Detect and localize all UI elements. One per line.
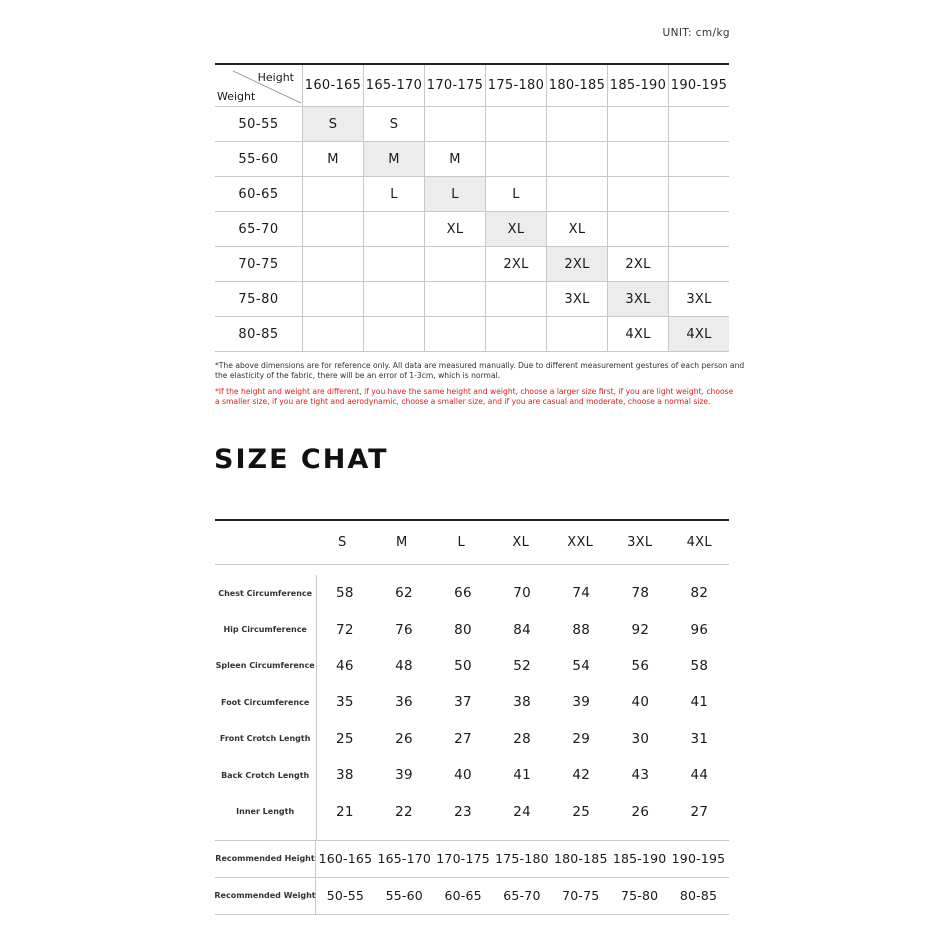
measurement-value: 22 [395,803,413,820]
weight-row-label: 70-75 [238,256,279,272]
measurement-value: 58 [335,585,354,602]
recommended-value: 55-60 [385,888,423,904]
measurement-value: 70 [513,585,532,602]
size-cell [363,247,424,281]
recommended-value: 75-80 [620,888,659,904]
measurement-row [215,611,729,647]
measurement-row [215,684,729,720]
recommended-value: 180-185 [553,851,608,867]
unit-label: UNIT: cm/kg [662,27,730,39]
size-column-header: L [457,535,466,550]
measurement-label: Spleen Circumference [215,661,315,671]
measurement-value: 27 [454,730,472,747]
height-column-header: 180-185 [546,65,607,106]
recommended-value: 65-70 [503,888,541,904]
size-cell [363,317,424,351]
size-cell: L [485,177,546,211]
size-cell [485,107,546,141]
size-cell: M [424,142,485,176]
size-header-row [215,521,729,565]
size-cell [424,282,485,316]
measurement-value: 58 [690,657,709,674]
reference-note: *The above dimensions are for reference only. All data are measured manually. Due to different measurement gestures of each person and the elasticity of the fabric, there will be an error of 1-3cm, which is normal. [215,361,745,380]
recommended-value: 70-75 [562,888,600,904]
measurement-value: 84 [513,621,532,638]
table-row [215,247,729,282]
measurement-value: 54 [572,657,591,674]
measurement-table [215,519,729,915]
weight-row-label: 50-55 [238,116,279,132]
measurement-label: Chest Circumference [218,588,313,598]
size-cell: 2XL [485,247,546,281]
measurement-value: 37 [454,694,472,711]
recommended-value: 60-65 [444,888,482,904]
size-cell [607,177,668,211]
weight-row-label: 65-70 [238,221,279,237]
measurement-value: 92 [631,621,650,638]
size-cell: 3XL [546,282,607,316]
size-cell [424,107,485,141]
size-table-body [215,107,729,352]
height-column-header: 190-195 [668,65,729,106]
size-column-header: S [337,535,347,550]
size-cell [424,317,485,351]
size-headers [313,521,730,564]
size-cell [668,177,729,211]
recommended-value: 170-175 [436,851,490,867]
size-cell [302,177,363,211]
recommended-value: 190-195 [671,851,726,867]
size-column-header: 3XL [627,535,653,550]
measurement-row [215,648,729,684]
table-row [215,142,729,177]
measurement-value: 96 [690,621,709,638]
measurement-row [215,575,729,611]
weight-axis-label: Weight [217,90,256,103]
recommended-label: Recommended Height [215,841,316,877]
measurement-value: 78 [631,585,650,602]
measurement-value: 25 [572,803,591,820]
size-cell: 2XL [607,247,668,281]
measurement-label: Hip Circumference [223,625,307,635]
recommended-label: Recommended Weight [215,878,316,914]
table-row [215,317,729,352]
size-column-header: 4XL [686,535,712,550]
recommended-value: 160-165 [318,851,373,867]
header-empty-cell [215,521,313,564]
measurement-value: 43 [631,767,650,784]
measurement-value: 39 [572,694,591,711]
recommended-row [215,841,729,878]
measurement-row [215,721,729,757]
measurement-value: 41 [513,767,532,784]
measurement-row [215,793,729,829]
size-cell [485,142,546,176]
size-cell [668,107,729,141]
section-title: SIZE CHAT [214,444,389,475]
measurement-value: 29 [572,730,591,747]
measurement-value: 40 [454,767,472,784]
size-cell [546,107,607,141]
weight-row-label: 55-60 [238,151,279,167]
height-column-header: 160-165 [302,65,363,106]
measurement-value: 62 [395,585,413,602]
size-cell [485,317,546,351]
measurement-value: 52 [513,657,532,674]
size-column-header: M [395,535,408,550]
size-cell [668,247,729,281]
size-cell [363,282,424,316]
table-header-row [215,65,729,107]
size-cell: XL [546,212,607,246]
measurement-value: 30 [631,730,650,747]
height-weight-size-table [215,63,729,352]
height-column-header: 170-175 [424,65,485,106]
measurement-value: 46 [335,657,354,674]
size-cell: 4XL [607,317,668,351]
size-cell: L [424,177,485,211]
size-cell: L [363,177,424,211]
size-cell [546,317,607,351]
size-cell: XL [424,212,485,246]
measurement-value: 80 [454,621,472,638]
recommended-value: 50-55 [326,888,365,904]
measurement-rows [215,575,729,841]
measurement-value: 26 [395,730,413,747]
size-cell: S [363,107,424,141]
measurement-value: 39 [395,767,413,784]
size-cell: M [302,142,363,176]
size-cell [668,212,729,246]
measurement-value: 56 [631,657,650,674]
measurement-label: Inner Length [236,807,295,817]
measurement-value: 26 [631,803,650,820]
size-cell: 4XL [668,317,729,351]
measurement-value: 42 [572,767,591,784]
measurement-row [215,757,729,793]
measurement-value: 23 [454,803,472,820]
recommended-rows [215,841,729,915]
height-axis-label: Height [257,71,294,84]
size-cell [485,282,546,316]
label-divider [316,575,317,840]
table-row [215,177,729,212]
measurement-value: 36 [395,694,413,711]
recommended-row [215,878,729,915]
weight-row-label: 60-65 [238,186,279,202]
measurement-value: 50 [454,657,472,674]
size-column-header: XL [512,535,530,550]
measurement-value: 74 [572,585,591,602]
measurement-value: 40 [631,694,650,711]
size-advice-note: *If the height and weight are different, if you have the same height and weight, choose a larger size first, if you are light weight, choose a smaller size, if you are tight and aerodynamic, choose a smaller size, and if you are casual and moderate, choose a normal size. [215,387,734,406]
size-cell: 3XL [607,282,668,316]
height-column-header: 165-170 [363,65,424,106]
recommended-value: 185-190 [612,851,667,867]
weight-row-label: 75-80 [238,291,279,307]
size-cell [546,142,607,176]
size-cell [302,282,363,316]
size-cell [607,107,668,141]
size-cell [607,142,668,176]
recommended-value: 175-180 [495,851,549,867]
measurement-label: Foot Circumference [221,697,310,707]
measurement-value: 21 [335,803,354,820]
size-cell: S [302,107,363,141]
measurement-value: 76 [395,621,413,638]
height-column-header: 175-180 [485,65,546,106]
table-row [215,212,729,247]
size-cell [668,142,729,176]
measurement-value: 82 [690,585,709,602]
measurement-value: 35 [335,694,354,711]
recommended-value: 80-85 [679,888,718,904]
measurement-value: 72 [335,621,354,638]
weight-row-label: 80-85 [238,326,279,342]
measurement-value: 41 [690,694,709,711]
size-cell: XL [485,212,546,246]
table-row [215,107,729,142]
size-cell [302,247,363,281]
measurement-value: 38 [335,767,354,784]
corner-header [215,65,302,106]
measurement-value: 48 [395,657,413,674]
size-cell [302,212,363,246]
measurement-value: 38 [513,694,532,711]
measurement-value: 31 [690,730,709,747]
size-column-header: XXL [567,535,594,550]
measurement-label: Back Crotch Length [221,770,310,780]
measurement-value: 25 [335,730,354,747]
height-column-header: 185-190 [607,65,668,106]
measurement-value: 24 [513,803,532,820]
table-row [215,282,729,317]
measurement-value: 44 [690,767,709,784]
recommended-value: 165-170 [377,851,432,867]
measurement-value: 66 [454,585,472,602]
size-cell [363,212,424,246]
measurement-value: 28 [513,730,532,747]
size-cell [607,212,668,246]
measurement-value: 27 [690,803,709,820]
size-cell: 2XL [546,247,607,281]
measurement-value: 88 [572,621,591,638]
size-cell [302,317,363,351]
size-cell: M [363,142,424,176]
size-cell [546,177,607,211]
size-cell: 3XL [668,282,729,316]
size-cell [424,247,485,281]
measurement-label: Front Crotch Length [219,734,311,744]
